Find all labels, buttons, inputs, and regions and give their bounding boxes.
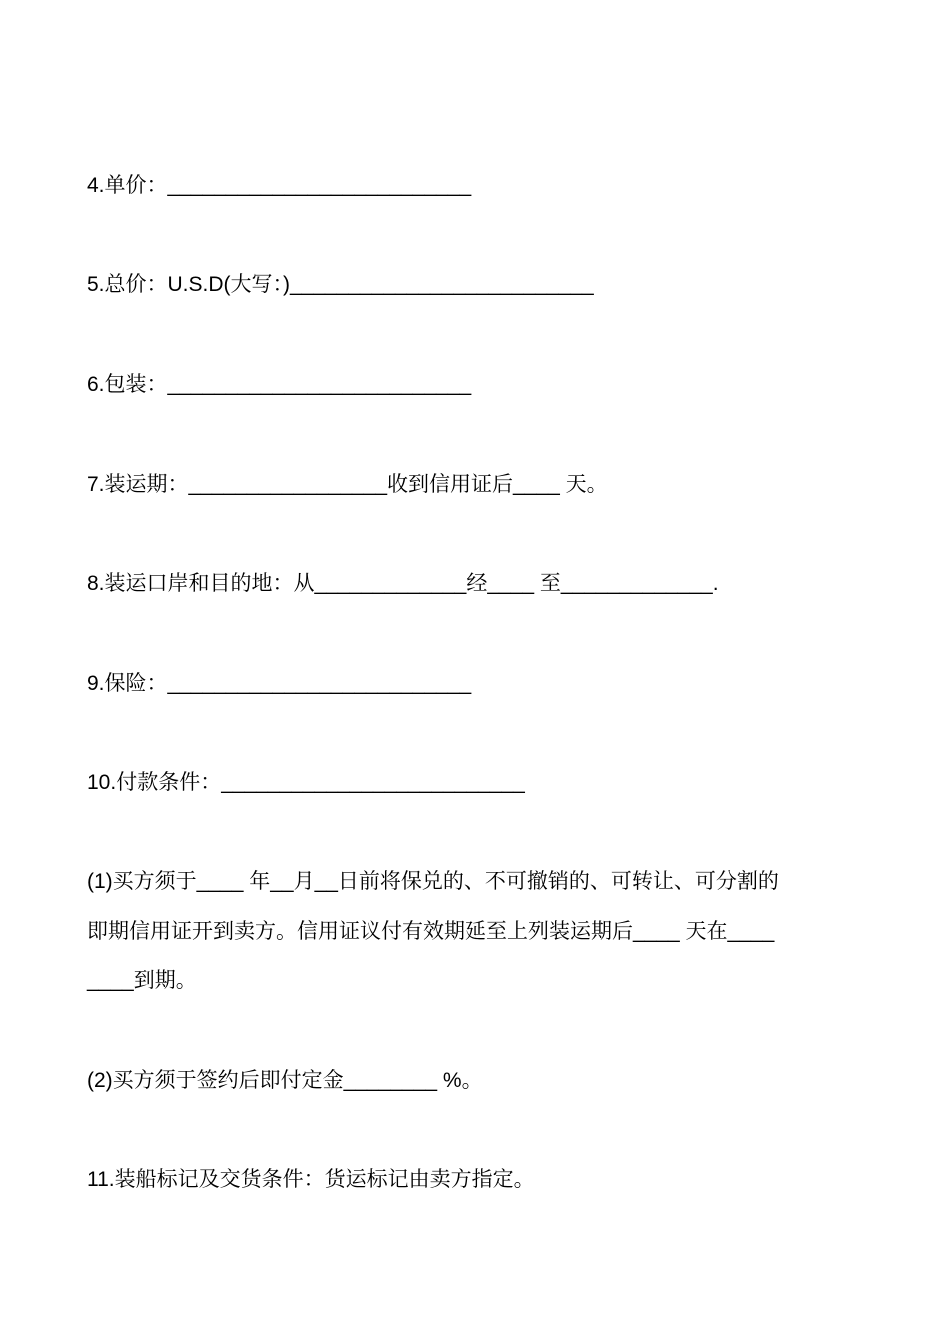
clause-deposit: (2)买方须于签约后即付定金________ %。 bbox=[87, 1069, 483, 1092]
clause-payment-terms: 10.付款条件：__________________________ bbox=[87, 771, 525, 794]
clause-lc-line-1: (1)买方须于____ 年__月__日前将保兑的、不可撤销的、可转让、可分割的 bbox=[87, 870, 779, 893]
clause-packing: 6.包装：__________________________ bbox=[87, 373, 472, 396]
clause-shipment-time: 7.装运期：_________________收到信用证后____ 天。 bbox=[87, 473, 608, 496]
clause-lc-line-3: ____到期。 bbox=[87, 969, 197, 992]
clause-insurance: 9.保险：__________________________ bbox=[87, 672, 472, 695]
clause-ports: 8.装运口岸和目的地：从_____________经____ 至_____________. bbox=[87, 572, 719, 595]
clause-shipping-marks: 11.装船标记及交货条件：货运标记由卖方指定。 bbox=[87, 1168, 535, 1191]
clause-unit-price: 4.单价：__________________________ bbox=[87, 174, 472, 197]
clause-lc-line-2: 即期信用证开到卖方。信用证议付有效期延至上列装运期后____ 天在____ bbox=[87, 920, 775, 943]
clause-total-price: 5.总价：U.S.D(大写：)__________________________ bbox=[87, 273, 594, 296]
